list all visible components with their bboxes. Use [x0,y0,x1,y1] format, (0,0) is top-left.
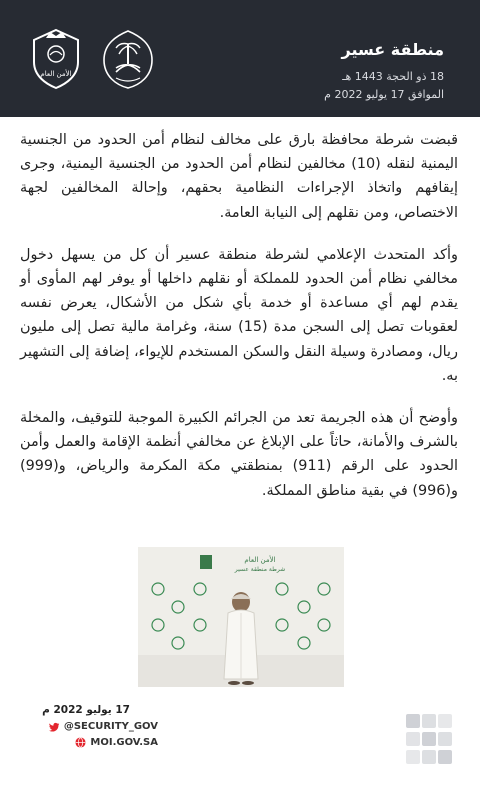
twitter-handle[interactable]: @SECURITY_GOV [63,720,158,732]
backdrop-text-2: شرطة منطقة عسير [234,566,286,573]
header-text [324,40,444,104]
svg-text:الأمن العام: الأمن العام [40,70,72,78]
website-link[interactable]: MOI.GOV.SA [90,736,158,748]
twitter-row[interactable] [28,718,158,734]
article-paragraph-2: وأكد المتحدث الإعلامي لشرطة منطقة عسير أن كل من يسهل دخول مخالفي نظام أمن الحدود للمملكة أو نقلهم داخلها أو يوفر لهم المأوى أو يقدم لهم أي مساعدة أو خدمة بأي شكل من الأشكال، يعرض نفسه لعقوبات تصل إلى السجن مدة (15) سنة، وغرامة مالية تصل إلى مليون ريال، ومصادرة وسيلة النقل والسكن المستخدم للإيواء، إضافة إلى التشهير به. [20,246,458,384]
news-photo [138,547,344,687]
web-icon [75,737,86,748]
region-title: منطقة عسير [341,40,444,59]
article-paragraph-1: قبضت شرطة محافظة بارق على مخالف لنظام أمن الحدود من الجنسية اليمنية لنقله (10) مخالفين لنظام أمن الحدود من الجنسية اليمنية، وجرى إيقافهم واتخاذ الإجراءات النظامية بحقهم، وإحالة المخالفين لجهة الاختصاص، ومن نقلهم إلى النيابة العامة. [20,132,458,221]
photo-scene [138,547,344,687]
backdrop-text-1: الأمن العام [244,556,276,564]
header-bar [0,0,480,117]
gregorian-date: الموافق 17 يوليو 2022 م [324,88,444,101]
footer [28,703,158,750]
article-paragraph-3: وأوضح أن هذه الجريمة تعد من الجرائم الكبيرة الموجبة للتوقيف، والمخلة بالشرف والأمانة، حاثاً على الإبلاغ عن مخالفي أنظمة الإقامة والعمل وأمن الحدود على الرقم (911) بمنطقتي مكة المكرمة والرياض، و(999) و(996) في بقية مناطق المملكة. [20,410,458,499]
footer-date: 17 يوليو 2022 م [42,704,130,716]
twitter-icon [49,721,60,732]
hijri-date: 18 ذو الحجة 1443 هـ [342,70,444,83]
ministry-emblem-icon [100,28,156,90]
watermark-logo-icon [400,706,458,780]
article-body [20,128,458,521]
backdrop-logo [200,555,212,569]
website-row[interactable] [28,734,158,750]
public-security-emblem-icon [28,28,84,90]
